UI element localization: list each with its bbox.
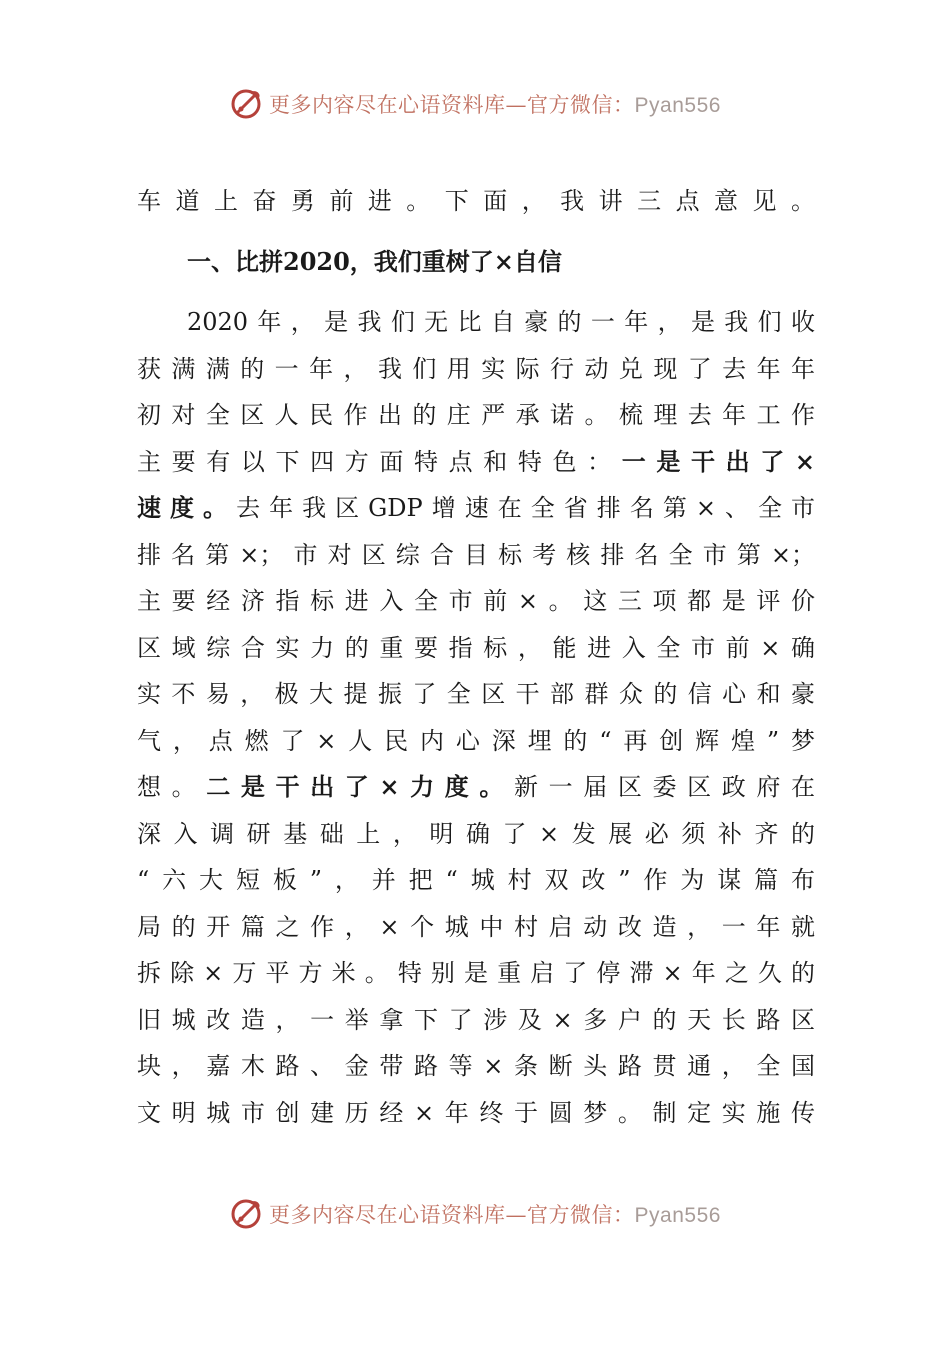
brush-logo-icon [229, 1197, 263, 1231]
watermark-text [269, 1199, 721, 1229]
paragraph-line: 局的开篇之作，×个城中村启动改造，一年就 [137, 912, 815, 941]
paragraph-line: 深入调研基础上，明确了×发展必须补齐的 [137, 819, 815, 848]
watermark-brand: 更多内容尽在心语资料库 [269, 93, 506, 117]
section-heading: 一、比拼2020，我们重树了×自信 [187, 246, 562, 276]
paragraph-text: 去年我区GDP增速在全省排名第×、全市 [236, 494, 816, 522]
bold-point-one: 一是干出了× [621, 446, 816, 476]
watermark-text [269, 89, 721, 119]
bold-point-one-end: 速度。 [137, 493, 237, 522]
paragraph-line: 区域综合实力的重要指标，能进入全市前×确 [137, 633, 815, 662]
paragraph-line [137, 485, 815, 532]
paragraph-line: 初对全区人民作出的庄严承诺。梳理去年工作 [137, 401, 815, 429]
paragraph-line [137, 439, 815, 486]
watermark-wechat: Pyan556 [634, 1204, 721, 1227]
watermark-wechat: Pyan556 [634, 94, 721, 117]
paragraph-line: 实不易，极大提振了全区干部群众的信心和豪 [137, 680, 815, 708]
brush-logo-icon [229, 87, 263, 121]
watermark-label: 官方微信： [527, 93, 635, 117]
bold-point-two: 二是干出了×力度。 [206, 772, 515, 801]
opening-line: 车道上奋勇前进。下面，我讲三点意见。 [137, 187, 815, 215]
watermark-banner-bottom [0, 1194, 950, 1234]
paragraph-line: 排名第×；市对区综合目标考核排名全市第×； [137, 540, 815, 569]
paragraph-line: “六大短板”，并把“城村双改”作为谋篇布 [137, 866, 815, 894]
paragraph-line: 主要经济指标进入全市前×。这三项都是评价 [137, 587, 815, 615]
paragraph-text: 新一届区委区政府在 [514, 773, 816, 801]
paragraph-line: 文明城市创建历经×年终于圆梦。制定实施传 [137, 1098, 815, 1127]
paragraph-line: 拆除×万平方米。特别是重启了停滞×年之久的 [137, 959, 815, 987]
watermark-brand: 更多内容尽在心语资料库 [269, 1203, 506, 1227]
paragraph-text: 想。 [137, 773, 207, 801]
paragraph-line: 旧城改造，一举拿下了涉及×多户的天长路区 [137, 1005, 815, 1034]
watermark-dash: — [505, 93, 528, 117]
paragraph-line [137, 764, 815, 811]
paragraph-line: 获满满的一年，我们用实际行动兑现了去年年 [137, 354, 815, 383]
watermark-dash: — [505, 1203, 528, 1227]
paragraph-line: 气，点燃了×人民内心深埋的“再创辉煌”梦 [137, 726, 815, 755]
document-body [137, 178, 815, 1136]
paragraph-line: 块，嘉木路、金带路等×条断头路贯通，全国 [137, 1052, 815, 1080]
paragraph-line: 2020年，是我们无比自豪的一年，是我们收 [187, 308, 815, 336]
watermark-banner-top [0, 84, 950, 124]
watermark-label: 官方微信： [527, 1203, 635, 1227]
paragraph-text: 主要有以下四方面特点和特色： [137, 447, 622, 476]
